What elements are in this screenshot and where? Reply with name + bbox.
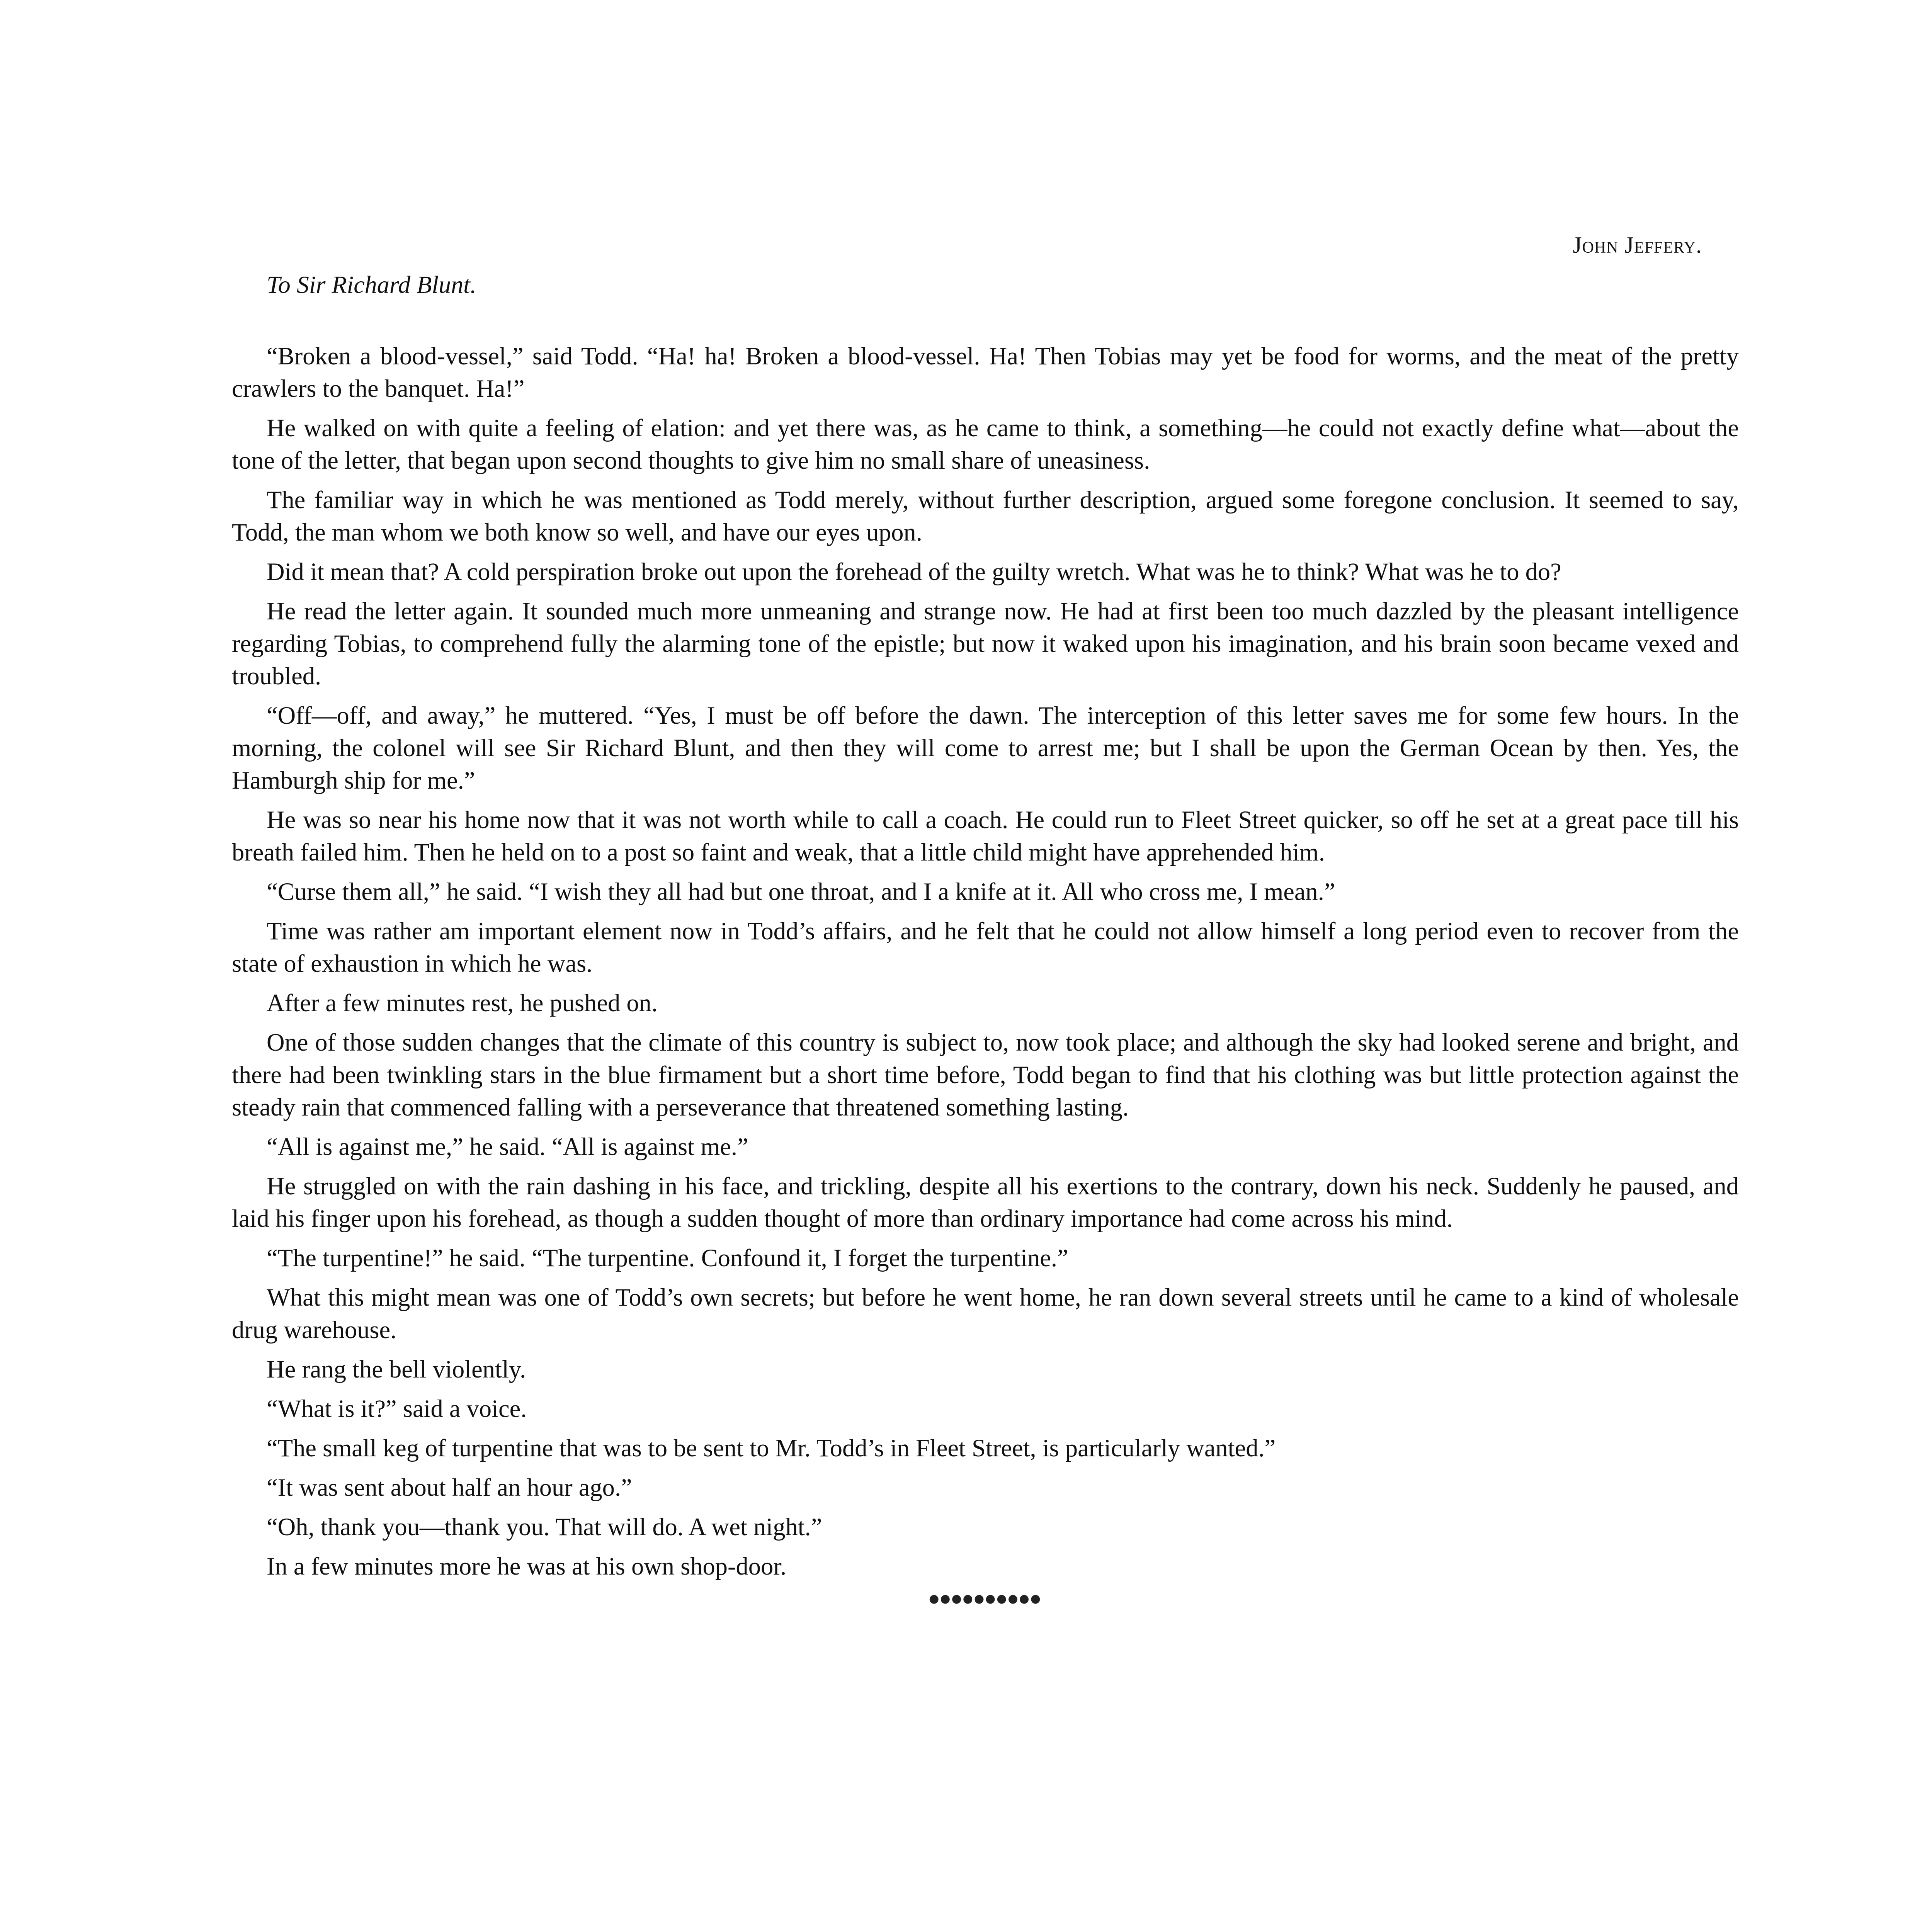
paragraph: He struggled on with the rain dashing in his face, and trickling, despite all his exertions to the contrary, down his neck. Suddenly he paused, and laid his finger upon his forehead, as though a sudden thought of more than ordinary importance had come across his mind. bbox=[232, 1172, 1739, 1232]
paragraph: “All is against me,” he said. “All is against me.” bbox=[267, 1133, 748, 1160]
paragraph: “Broken a blood-vessel,” said Todd. “Ha! ha! Broken a blood-vessel. Ha! Then Tobias may yet be food for worms, and the meat of the pretty crawlers to the banquet. Ha!” bbox=[232, 342, 1739, 402]
paragraph: “What is it?” said a voice. bbox=[267, 1395, 527, 1422]
paragraph: After a few minutes rest, he pushed on. bbox=[267, 989, 658, 1017]
paragraph: “Curse them all,” he said. “I wish they all had but one throat, and I a knife at it. All who cross me, I mean.” bbox=[267, 878, 1335, 905]
paragraph: The familiar way in which he was mentioned as Todd merely, without further description, argued some foregone conclusion. It seemed to say, Todd, the man whom we both know so well, and have our eyes upon. bbox=[232, 486, 1739, 546]
paragraph: One of those sudden changes that the climate of this country is subject to, now took place; and although the sky had looked serene and bright, and there had been twinkling stars in the blue firmament but a short time before, Todd began to find that his clothing was but little protection against the steady rain that commenced falling with a perseverance that threatened something lasting. bbox=[232, 1029, 1739, 1121]
paragraph: He walked on with quite a feeling of elation: and yet there was, as he came to think, a something—he could not exactly define what—about the tone of the letter, that began upon second thoughts to give him no small share of uneasiness. bbox=[232, 414, 1739, 474]
paragraph: “The turpentine!” he said. “The turpentine. Confound it, I forget the turpentine.” bbox=[267, 1244, 1068, 1272]
section-ornament: ●●●●●●●●●● bbox=[929, 1592, 1042, 1605]
paragraph: What this might mean was one of Todd’s own secrets; but before he went home, he ran down several streets until he came to a kind of wholesale drug warehouse. bbox=[232, 1284, 1739, 1344]
body-text bbox=[232, 340, 1739, 1590]
paragraph: “It was sent about half an hour ago.” bbox=[267, 1474, 632, 1501]
paragraph: He read the letter again. It sounded much more unmeaning and strange now. He had at first been too much dazzled by the pleasant intelligence regarding Tobias, to comprehend fully the alarming tone of the epistle; but now it waked upon his imagination, and his brain soon became vexed and troubled. bbox=[232, 597, 1739, 690]
paragraph: “The small keg of turpentine that was to be sent to Mr. Todd’s in Fleet Street, is particularly wanted.” bbox=[267, 1434, 1276, 1462]
paragraph: He was so near his home now that it was not worth while to call a coach. He could run to Fleet Street quicker, so off he set at a great pace till his breath failed him. Then he held on to a post so faint and weak, that a little child might have apprehended him. bbox=[232, 806, 1739, 866]
paragraph: “Off—off, and away,” he muttered. “Yes, I must be off before the dawn. The interception of this letter saves me for some few hours. In the morning, the colonel will see Sir Richard Blunt, and then they will come to arrest me; but I shall be upon the German Ocean by then. Yes, the Hamburgh ship for me.” bbox=[232, 702, 1739, 794]
letter-addressee: To Sir Richard Blunt. bbox=[267, 271, 476, 298]
letter-signature: John Jeffery. bbox=[1573, 232, 1702, 258]
paragraph: “Oh, thank you—thank you. That will do. A wet night.” bbox=[267, 1513, 822, 1541]
paragraph: In a few minutes more he was at his own shop-door. bbox=[267, 1553, 787, 1580]
paragraph: Time was rather am important element now in Todd’s affairs, and he felt that he could not allow himself a long period even to recover from the state of exhaustion in which he was. bbox=[232, 917, 1739, 977]
paragraph: Did it mean that? A cold perspiration broke out upon the forehead of the guilty wretch. What was he to think? What was he to do? bbox=[267, 558, 1561, 585]
paragraph: He rang the bell violently. bbox=[267, 1355, 526, 1383]
